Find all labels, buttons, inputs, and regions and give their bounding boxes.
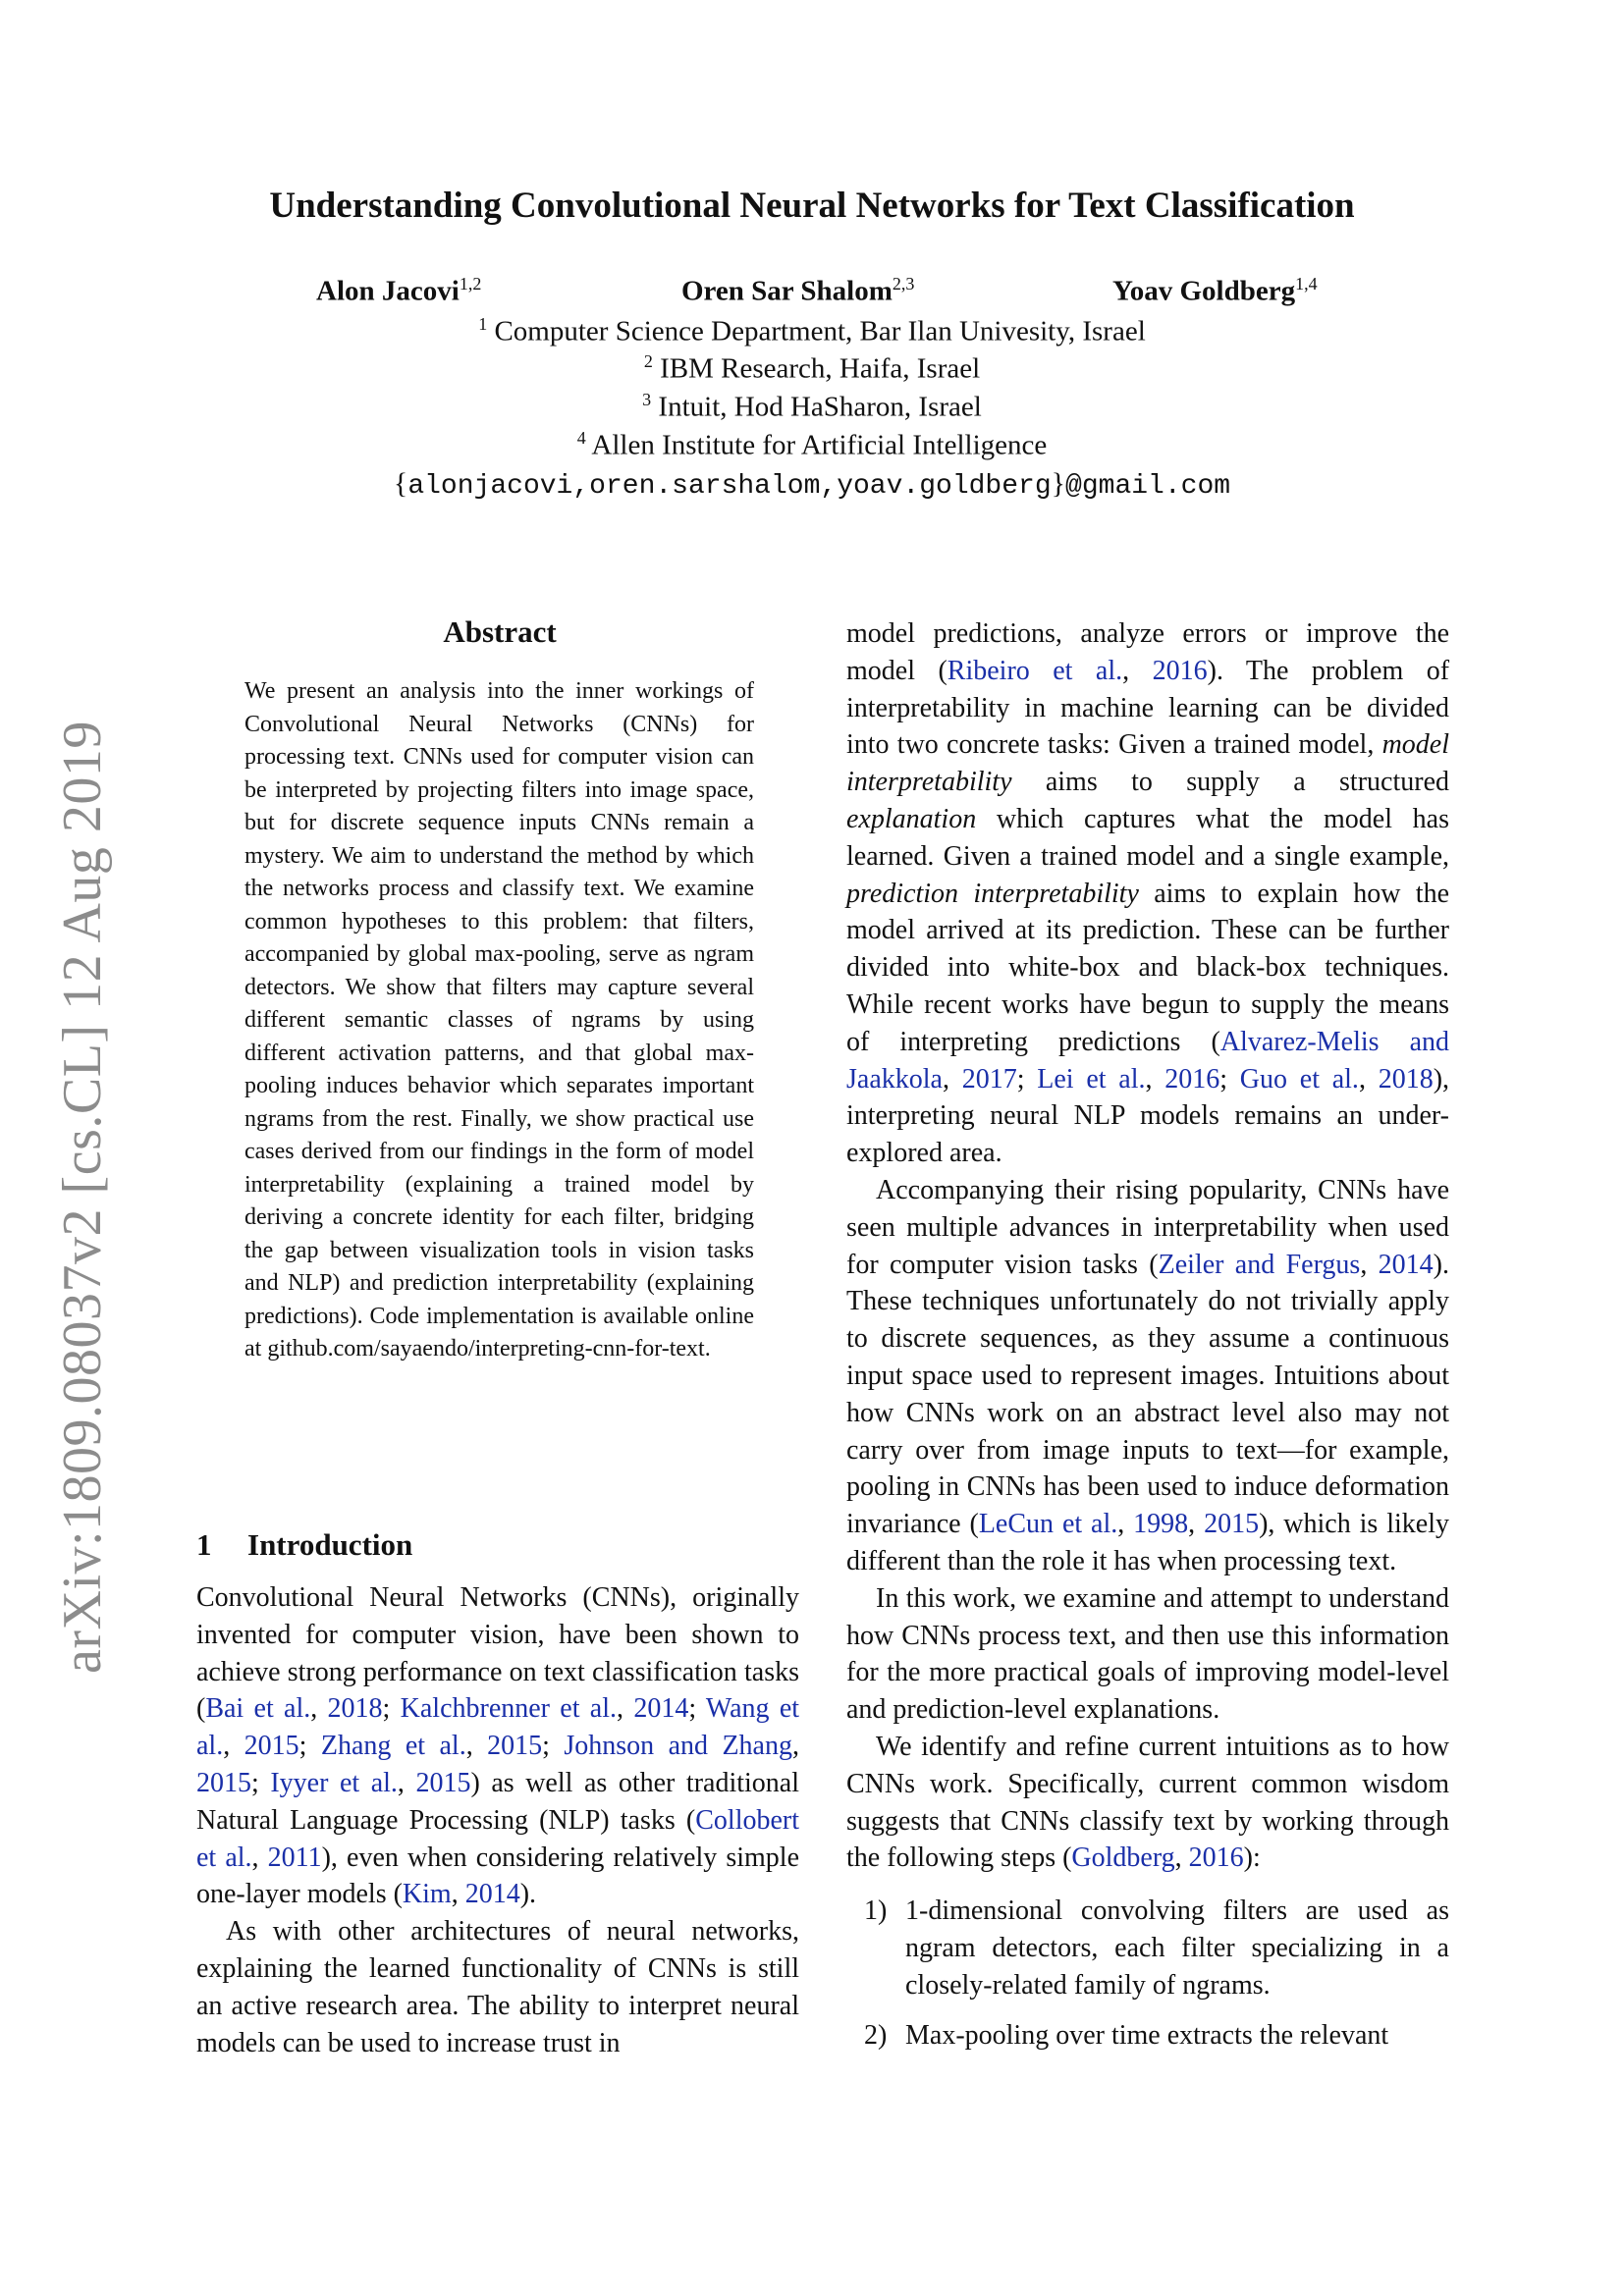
affiliation-2 — [0, 351, 1624, 386]
author-3 — [1112, 274, 1318, 308]
author-name: Alon Jacovi — [316, 275, 460, 307]
author-name: Yoav Goldberg — [1112, 275, 1296, 307]
author-1 — [316, 274, 481, 308]
affiliation-3 — [0, 390, 1624, 424]
list-item-number: 2) — [864, 2020, 888, 2052]
citation-link[interactable]: Lei et al. — [1037, 1063, 1146, 1095]
citation-link[interactable]: 2018 — [327, 1693, 383, 1725]
list-item-number: 1) — [864, 1896, 888, 1927]
citation-link[interactable]: Guo et al. — [1239, 1063, 1359, 1095]
list-item-text: 1-dimensional convolving filters are used as ngram detectors, each filter specializing in a closely-related family of ngrams. — [905, 1896, 1449, 2001]
abstract-body: We present an analysis into the inner workings of Convolutional Neural Networks (CNNs) for processing text. CNNs used for computer vision can be interpreted by projecting filters into image space, but for discrete sequence inputs CNNs remain a mystery. We aim to understand the method by which the networks process and classify text. We examine common hypotheses to this problem: that filters, accompanied by global max-pooling, serve as ngram detectors. We show that filters may capture several different semantic classes of ngrams by using different activation patterns, and that global max-pooling induces behavior which separates important ngrams from the rest. Finally, we show practical use cases derived from our findings in the form of model interpretability (explaining a trained model by deriving a concrete identity for each filter, bridging the gap between visualization tools in vision tasks and NLP) and prediction interpretability (explaining predictions). Code implementation is available online at github.com/sayaendo/interpreting-cnn-for-text. — [244, 678, 754, 1362]
citation-link[interactable]: 2014 — [464, 1879, 520, 1910]
citation-link[interactable]: 2018 — [1378, 1063, 1434, 1095]
citation-link[interactable]: Goldberg — [1071, 1842, 1175, 1874]
citation-link[interactable]: Johnson and Zhang — [564, 1731, 792, 1762]
citation-link[interactable]: Zeiler and Fergus — [1158, 1249, 1361, 1280]
list-item — [846, 1893, 1449, 2003]
arxiv-stamp: arXiv:1809.08037v2 [cs.CL] 12 Aug 2019 — [52, 721, 113, 1674]
citation-link[interactable]: 2011 — [267, 1842, 322, 1873]
citation-link[interactable]: Bai et al. — [205, 1693, 311, 1725]
citation-link[interactable]: 2015 — [244, 1731, 299, 1762]
citation-link[interactable]: Iyyer et al. — [270, 1767, 398, 1798]
citation-link[interactable]: Alvarez-Melis and Jaakkola — [846, 1026, 1449, 1095]
email-users: alonjacovi,oren.sarshalom,yoav.goldberg — [407, 471, 1052, 502]
affil-marker: 2 — [643, 351, 653, 371]
citation-link[interactable]: 2014 — [1378, 1249, 1434, 1280]
author-2 — [681, 274, 914, 308]
intro-paragraph-2: As with other architectures of neural networks, explaining the learned functionality of CNNs is still an active research area. The ability to interpret neural models can be used to increase trust in — [196, 1916, 799, 2058]
citation-link[interactable]: 1998 — [1133, 1509, 1189, 1540]
intro-paragraph-1: Convolutional Neural Networks (CNNs), originally invented for computer vision, have been shown to achieve strong performance on text classification tasks (Bai et al., 2018; Kalchbrenner et al., 2014; Wang et al., 2015; Zhang et al., 2015; Johnson and Zhang, 2015; Iyyer et al., 2015) as well as other traditional Natural Language Processing (NLP) tasks (Collobert et al., 2011), even when considering relatively simple one-layer models (Kim, 2014). — [196, 1582, 800, 1910]
abstract-heading: Abstract — [443, 614, 557, 649]
affil-marker: 1 — [478, 314, 488, 334]
citation-link[interactable]: Kim — [402, 1879, 452, 1910]
affil-marker: 4 — [576, 428, 586, 448]
intro-paragraph-3: model predictions, analyze errors or improve the model (Ribeiro et al., 2016). The problem of interpretability in machine learning can be divided into two concrete tasks: Given a trained model, model interpretability aims to supply a structured explanation which captures what the model has learned. Given a trained model and a single example, prediction interpretability aims to explain how the model arrived at its prediction. These can be further divided into white-box and black-box techniques. While recent works have begun to supply the means of interpreting predictions (Alvarez-Melis and Jaakkola, 2017; Lei et al., 2016; Guo et al., 2018), interpreting neural NLP models remains an under-explored area. — [846, 618, 1450, 1169]
steps-list — [846, 1893, 1449, 2055]
citation-link[interactable]: 2015 — [196, 1767, 251, 1798]
affiliation-4 — [0, 428, 1624, 462]
author-emails[interactable] — [0, 467, 1624, 502]
list-item — [846, 2017, 1449, 2055]
affil-text: Computer Science Department, Bar Ilan Univesity, Israel — [494, 315, 1146, 347]
citation-link[interactable]: 2016 — [1188, 1842, 1244, 1874]
affil-marker: 3 — [642, 390, 652, 409]
intro-paragraph-5: In this work, we examine and attempt to understand how CNNs process text, and then use this information for the more practical goals of improving model-level and prediction-level explanations. — [846, 1582, 1449, 1726]
citation-link[interactable]: Kalchbrenner et al. — [400, 1693, 618, 1725]
list-item-text: Max-pooling over time extracts the relevant — [905, 2020, 1389, 2052]
author-affil-marker: 1,2 — [459, 274, 482, 294]
section-number: 1 — [196, 1527, 212, 1562]
citation-link[interactable]: LeCun et al. — [978, 1509, 1118, 1540]
email-brace-close: } — [1051, 467, 1066, 500]
citation-link[interactable]: Zhang et al. — [320, 1731, 466, 1762]
citation-link[interactable]: Wang et al. — [196, 1693, 800, 1762]
citation-link[interactable]: Ribeiro et al. — [947, 655, 1123, 686]
author-name: Oren Sar Shalom — [681, 275, 893, 307]
citation-link[interactable]: 2017 — [961, 1063, 1017, 1095]
citation-link[interactable]: 2016 — [1164, 1063, 1220, 1095]
email-domain: @gmail.com — [1065, 471, 1231, 502]
citation-link[interactable]: 2015 — [1204, 1509, 1260, 1540]
section-title: Introduction — [247, 1527, 413, 1562]
citation-link[interactable]: 2015 — [487, 1731, 543, 1762]
intro-paragraph-6: We identify and refine current intuitions as to how CNNs work. Specifically, current common wisdom suggests that CNNs classify text by working through the following steps (Goldberg, 2016): — [846, 1731, 1449, 1874]
affil-text: Allen Institute for Artificial Intelligence — [591, 429, 1048, 461]
right-column — [846, 615, 1449, 2068]
section-heading — [196, 1527, 412, 1563]
intro-paragraph-4: Accompanying their rising popularity, CNNs have seen multiple advances in interpretability when used for computer vision tasks (Zeiler and Fergus, 2014). These techniques unfortunately do not trivially apply to discrete sequences, as they assume a continuous input space used to represent images. Intuitions about how CNNs work on an abstract level also may not carry over from image inputs to text—for example, pooling in CNNs has been used to induce deformation invariance (LeCun et al., 1998, 2015), which is likely different than the role it has when processing text. — [846, 1174, 1449, 1576]
citation-link[interactable]: 2015 — [415, 1767, 471, 1798]
affil-text: IBM Research, Haifa, Israel — [660, 352, 981, 385]
citation-link[interactable]: 2016 — [1152, 655, 1208, 686]
left-column — [196, 1579, 799, 2061]
email-brace-open: { — [393, 467, 408, 500]
citation-link[interactable]: Collobert et al. — [196, 1804, 799, 1873]
citation-link[interactable]: 2014 — [633, 1693, 689, 1725]
affil-text: Intuit, Hod HaSharon, Israel — [658, 391, 982, 423]
author-affil-marker: 1,4 — [1295, 274, 1318, 294]
paper-title: Understanding Convolutional Neural Networks for Text Classification — [269, 186, 1355, 226]
author-affil-marker: 2,3 — [892, 274, 915, 294]
affiliation-1 — [0, 314, 1624, 348]
